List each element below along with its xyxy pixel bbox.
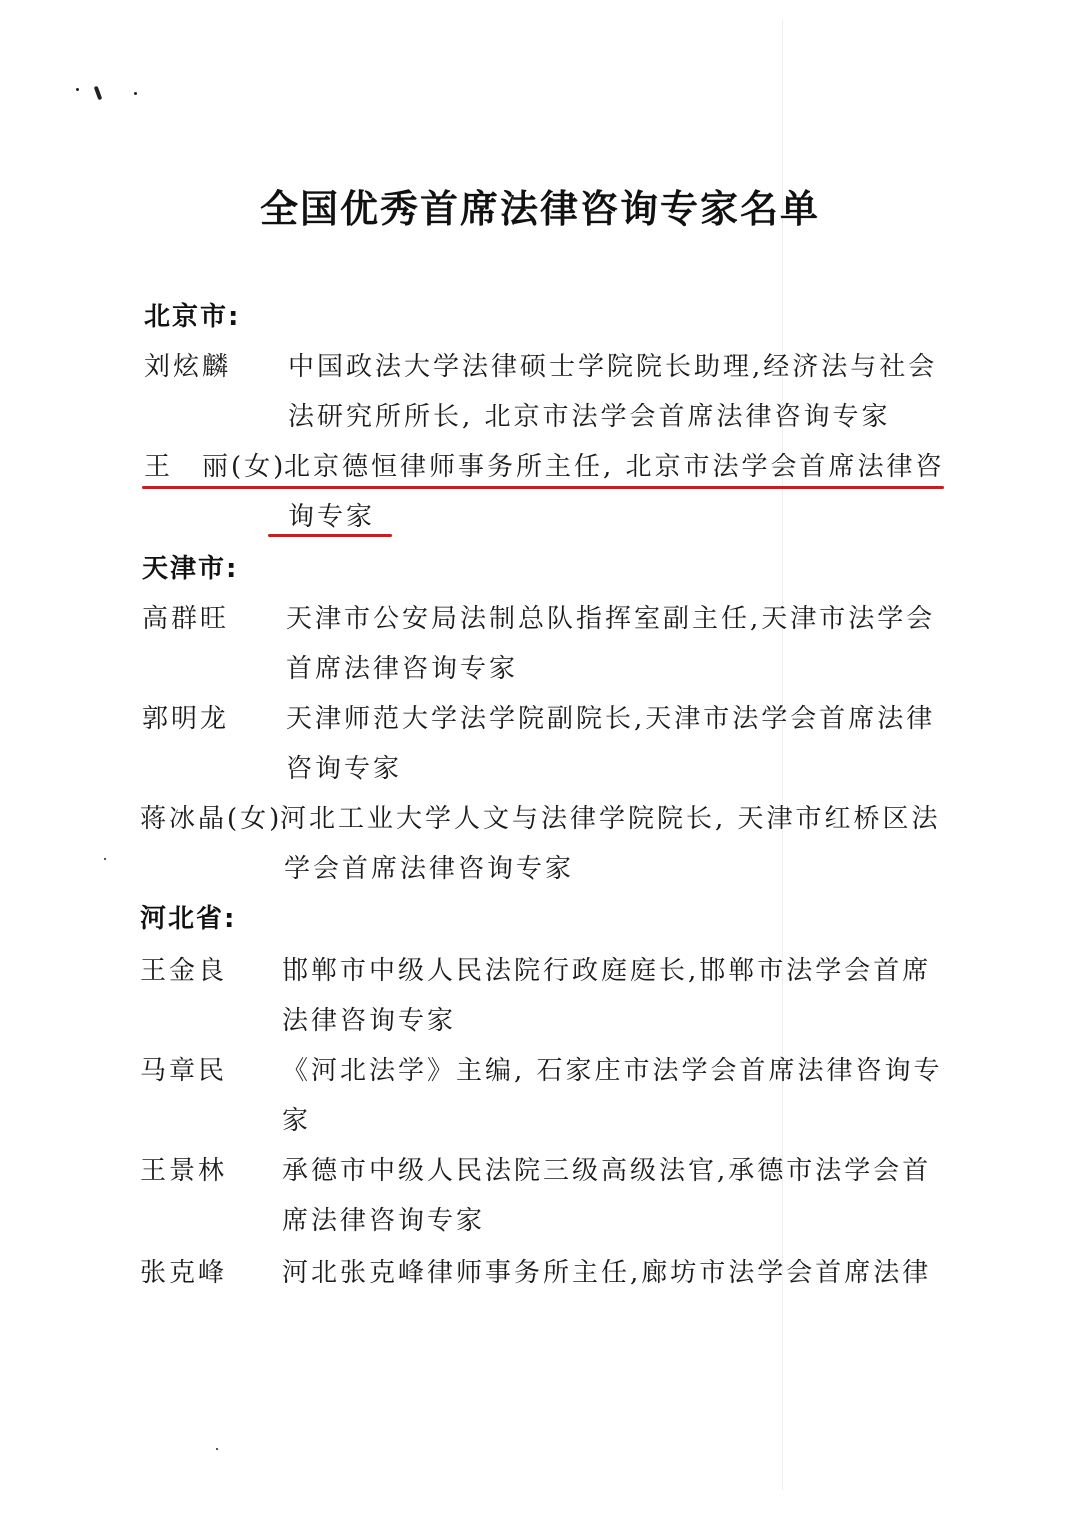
expert-description-line: 河北张克峰律师事务所主任,廊坊市法学会首席法律 <box>282 1258 932 1288</box>
expert-name: 刘炫麟 <box>144 352 232 382</box>
red-underline <box>268 534 392 537</box>
region-heading: 天津市: <box>142 554 239 584</box>
expert-description-line: 中国政法大学法律硕士学院院长助理,经济法与社会 <box>288 352 938 382</box>
expert-description-line: 法律咨询专家 <box>282 1006 457 1036</box>
expert-name: 郭明龙 <box>142 704 230 734</box>
expert-description-line: 承德市中级人民法院三级高级法官,承德市法学会首 <box>282 1156 932 1186</box>
expert-description-line: 《河北法学》主编, 石家庄市法学会首席法律咨询专 <box>282 1056 943 1086</box>
expert-description-line: 首席法律咨询专家 <box>286 654 519 684</box>
expert-description-line: 河北工业大学人文与法律学院院长, 天津市红桥区法 <box>280 804 941 834</box>
scan-speck <box>216 1448 218 1450</box>
scan-speck <box>94 86 103 101</box>
expert-name: 张克峰 <box>140 1258 228 1288</box>
expert-name: 王景林 <box>140 1156 228 1186</box>
expert-name: 马章民 <box>140 1056 228 1086</box>
expert-description-line: 北京德恒律师事务所主任, 北京市法学会首席法律咨 <box>284 452 945 482</box>
expert-description-line: 席法律咨询专家 <box>282 1206 486 1236</box>
page-title: 全国优秀首席法律咨询专家名单 <box>259 187 820 231</box>
expert-name: 王 丽(女) <box>144 452 287 482</box>
expert-description-line: 邯郸市中级人民法院行政庭庭长,邯郸市法学会首席 <box>282 956 932 986</box>
scan-speck <box>134 92 137 95</box>
region-heading: 北京市: <box>144 302 241 332</box>
region-heading: 河北省: <box>140 904 237 934</box>
expert-name: 王金良 <box>140 956 228 986</box>
scan-speck <box>104 858 106 860</box>
expert-description-line: 法研究所所长, 北京市法学会首席法律咨询专家 <box>288 402 891 432</box>
red-underline <box>142 486 944 489</box>
scan-speck <box>76 88 79 91</box>
expert-description-line: 咨询专家 <box>286 754 403 784</box>
expert-name: 高群旺 <box>142 604 230 634</box>
expert-description-line: 天津师范大学法学院副院长,天津市法学会首席法律 <box>286 704 936 734</box>
expert-description-line: 天津市公安局法制总队指挥室副主任,天津市法学会 <box>286 604 936 634</box>
expert-description-line: 家 <box>282 1106 312 1136</box>
expert-name: 蒋冰晶(女) <box>140 804 283 834</box>
expert-description-line: 学会首席法律咨询专家 <box>284 854 575 884</box>
expert-description-line: 询专家 <box>288 502 376 532</box>
